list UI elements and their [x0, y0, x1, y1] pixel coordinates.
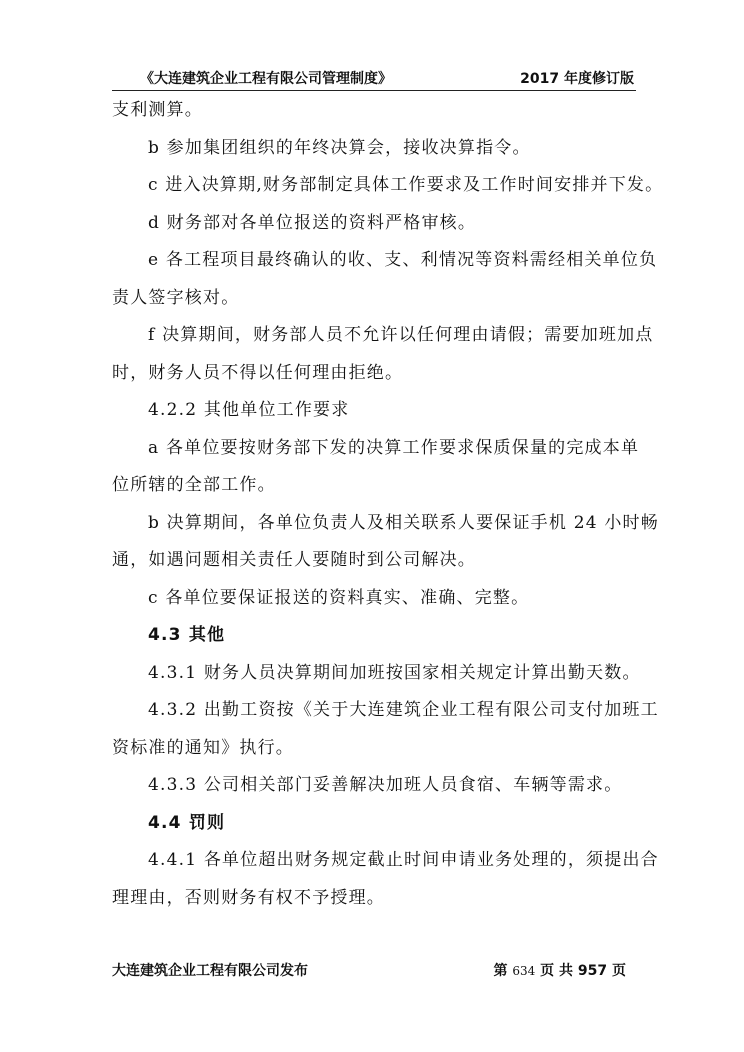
- paragraph-line: 位所辖的全部工作。: [112, 475, 276, 495]
- paragraph-line: 4.3.3 公司相关部门妥善解决加班人员食宿、车辆等需求。: [148, 775, 623, 795]
- page-number: 634: [512, 964, 536, 978]
- paragraph-line: 4.2.2 其他单位工作要求: [148, 400, 350, 420]
- paragraph-line: 4.3.1 财务人员决算期间加班按国家相关规定计算出勤天数。: [148, 662, 641, 683]
- paragraph-line: 4.4.1 各单位超出财务规定截止时间申请业务处理的，须提出合: [148, 850, 659, 870]
- paragraph-line: 理理由，否则财务有权不予授理。: [112, 887, 385, 908]
- page-suffix: 页 共 957 页: [540, 963, 626, 979]
- edition-label: 2017 年度修订版: [520, 71, 634, 87]
- paragraph-line: e 各工程项目最终确认的收、支、利情况等资料需经相关单位负: [148, 250, 658, 270]
- paragraph-line: 支利测算。: [112, 100, 203, 120]
- paragraph-line: f 决算期间，财务部人员不允许以任何理由请假；需要加班加点: [148, 325, 654, 345]
- paragraph-line: d 财务部对各单位报送的资料严格审核。: [148, 212, 477, 233]
- paragraph-line: 责人签字核对。: [112, 287, 240, 308]
- paragraph-line: 时，财务人员不得以任何理由拒绝。: [112, 362, 404, 383]
- paragraph-line: 资标准的通知》执行。: [112, 737, 294, 758]
- page-footer: [112, 960, 636, 980]
- section-heading: 4.3 其他: [148, 625, 226, 645]
- section-heading: 4.4 罚则: [148, 812, 226, 833]
- document-body: [112, 92, 664, 917]
- page-prefix: 第: [493, 963, 508, 979]
- paragraph-line: b 决算期间，各单位负责人及相关联系人要保证手机 24 小时畅: [148, 512, 659, 533]
- document-title: 《大连建筑企业工程有限公司管理制度》: [140, 71, 392, 87]
- page-header: [112, 66, 636, 88]
- header-divider: [112, 90, 636, 91]
- paragraph-line: 通，如遇问题相关责任人要随时到公司解决。: [112, 550, 476, 570]
- paragraph-line: b 参加集团组织的年终决算会，接收决算指令。: [148, 137, 531, 158]
- paragraph-line: a 各单位要按财务部下发的决算工作要求保质保量的完成本单: [148, 437, 640, 458]
- paragraph-line: c 各单位要保证报送的资料真实、准确、完整。: [148, 587, 530, 608]
- page-indicator: [493, 960, 626, 980]
- paragraph-line: c 进入决算期,财务部制定具体工作要求及工作时间安排并下发。: [148, 175, 664, 195]
- publisher-label: 大连建筑企业工程有限公司发布: [112, 963, 308, 979]
- paragraph-line: 4.3.2 出勤工资按《关于大连建筑企业工程有限公司支付加班工: [148, 700, 659, 720]
